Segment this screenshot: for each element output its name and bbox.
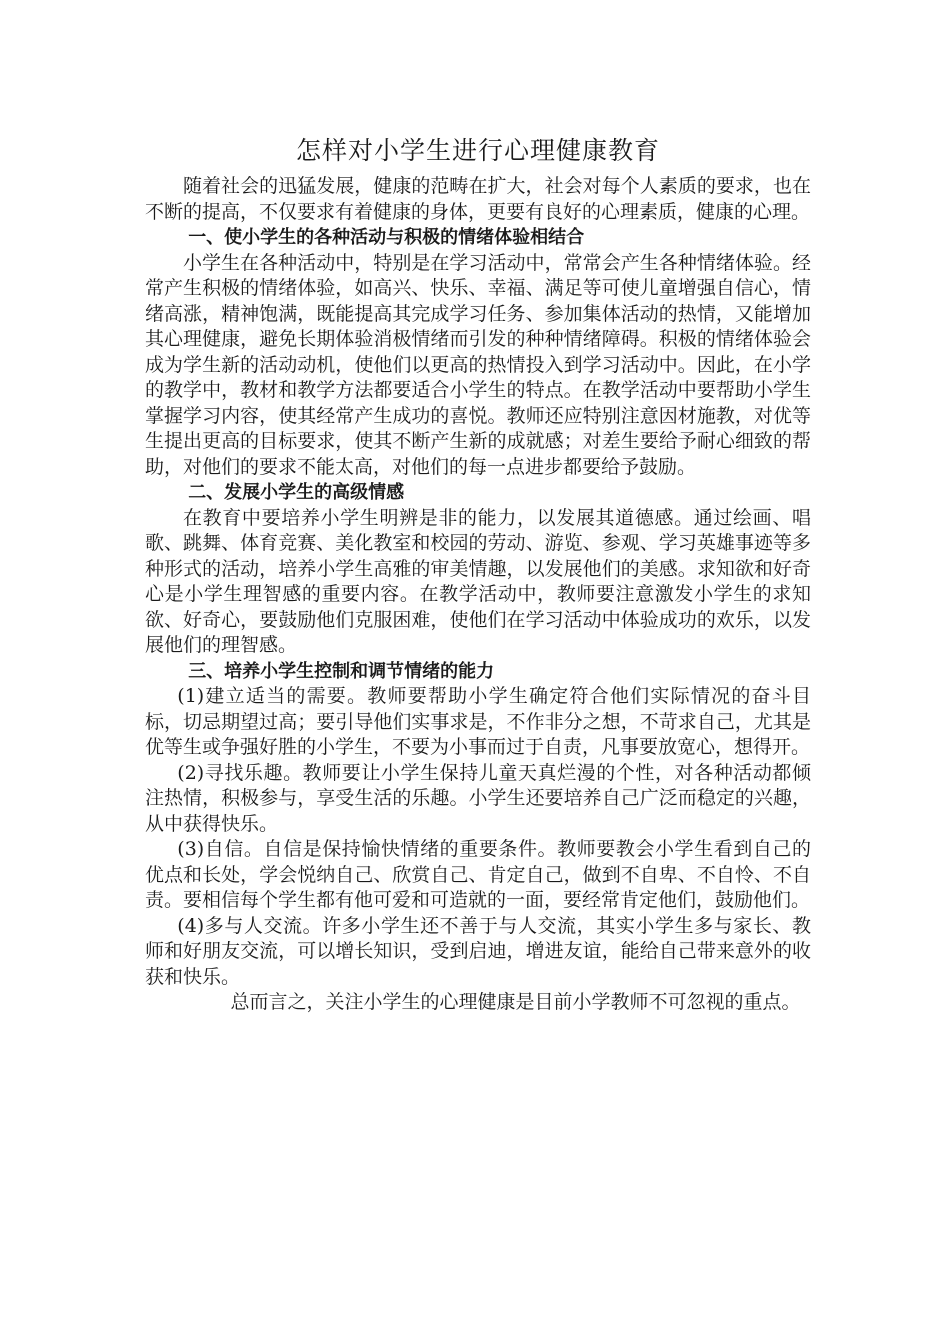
section-3-item-1: (1)建立适当的需要。教师要帮助小学生确定符合他们实际情况的奋斗目标，切忌期望过高；要引导他们实事求是，不作非分之想，不苛求自己，尤其是优等生或争强好胜的小学生，不要为小事而过于自责，凡事要放宽心，想得开。 (145, 685, 811, 758)
section-heading-2: 二、发展小学生的高级情感 (188, 482, 405, 503)
document-page (145, 132, 811, 1016)
section-heading-3: 三、培养小学生控制和调节情绪的能力 (188, 660, 495, 682)
intro-paragraph: 随着社会的迅猛发展，健康的范畴在扩大，社会对每个人素质的要求，也在不断的提高，不仅要求有着健康的身体，更要有良好的心理素质，健康的心理。 (145, 175, 811, 223)
section-3-item-2: (2)寻找乐趣。教师要让小学生保持儿童天真烂漫的个性，对各种活动都倾注热情，积极参与，享受生活的乐趣。小学生还要培养自己广泛而稳定的兴趣，从中获得快乐。 (145, 761, 811, 835)
section-1-paragraph: 小学生在各种活动中，特别是在学习活动中，常常会产生各种情绪体验。经常产生积极的情绪体验，如高兴、快乐、幸福、满足等可使儿童增强自信心，情绪高涨，精神饱满，既能提高其完成学习任务、参加集体活动的热情，又能增加其心理健康，避免长期体验消极情绪而引发的种种情绪障碍。积极的情绪体验会成为学生新的活动动机，使他们以更高的热情投入到学习活动中。因此，在小学的教学中，教材和教学方法都要适合小学生的特点。在教学活动中要帮助小学生掌握学习内容，使其经常产生成功的喜悦。教师还应特别注意因材施教，对优等生提出更高的目标要求，使其不断产生新的成就感；对差生要给予耐心细致的帮助，对他们的要求不能太高，对他们的每一点进步都要给予鼓励。 (145, 251, 811, 478)
document-title: 怎样对小学生进行心理健康教育 (295, 136, 660, 165)
section-2-paragraph: 在教育中要培养小学生明辨是非的能力，以发展其道德感。通过绘画、唱歌、跳舞、体育竞赛、美化教室和校园的劳动、游览、参观、学习英雄事迹等多种形式的活动，培养小学生高雅的审美情趣，以发展他们的美感。求知欲和好奇心是小学生理智感的重要内容。在教学活动中，教师要注意激发小学生的求知欲、好奇心，要鼓励他们克服困难，使他们在学习活动中体验成功的欢乐，以发展他们的理智感。 (145, 506, 811, 656)
conclusion-paragraph: 总而言之，关注小学生的心理健康是目前小学教师不可忽视的重点。 (230, 991, 801, 1013)
section-heading-1: 一、使小学生的各种活动与积极的情绪体验相结合 (188, 227, 585, 248)
section-3-item-4: (4)多与人交流。许多小学生还不善于与人交流，其实小学生多与家长、教师和好朋友交流，可以增长知识，受到启迪，增进友谊，能给自己带来意外的收获和快乐。 (145, 914, 811, 988)
section-3-item-3: (3)自信。自信是保持愉快情绪的重要条件。教师要教会小学生看到自己的优点和长处，学会悦纳自己、欣赏自己、肯定自己，做到不自卑、不自怜、不自责。要相信每个学生都有他可爱和可造就的一面，要经常肯定他们，鼓励他们。 (145, 838, 811, 911)
